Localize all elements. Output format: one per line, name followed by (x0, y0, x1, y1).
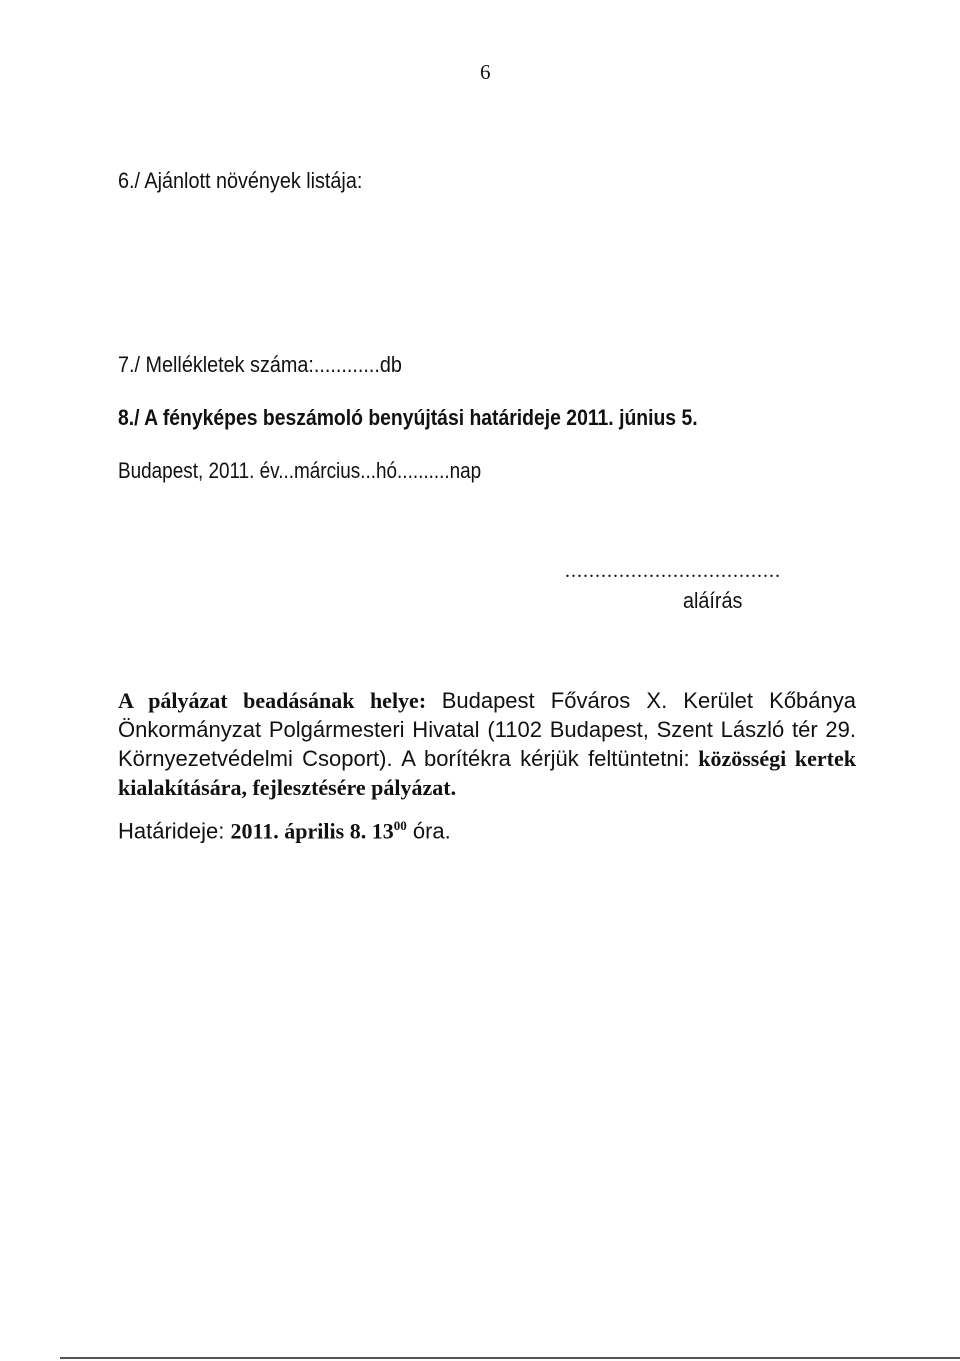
recommended-plants-heading: 6./ Ajánlott növények listája: (118, 168, 363, 193)
submission-paragraph (118, 686, 856, 802)
submission-deadline (118, 818, 451, 844)
submission-place: Budapest Főváros X. Kerület Kőbánya Önkormányzat Polgármesteri Hivatal (1102 Budapest, Szent László tér 29. Környezetvédelmi Csoport). (118, 688, 856, 771)
date-line: Budapest, 2011. év...március...hó..........nap (118, 458, 482, 483)
deadline-date: 2011. április 8. 13 (230, 818, 394, 844)
attachments-count-line: 7./ Mellékletek száma:............db (118, 352, 402, 377)
deadline-minutes: 00 (393, 818, 407, 833)
envelope-text: közösségi kertek kialakítására, fejlesztésére pályázat. (118, 746, 857, 800)
photo-report-deadline: 8./ A fényképes beszámoló benyújtási határideje 2011. június 5. (118, 405, 698, 430)
signature-label: aláírás (683, 588, 743, 613)
deadline-unit: óra. (412, 818, 451, 844)
page-number: 6 (480, 60, 491, 84)
envelope-instruction: A borítékra kérjük feltüntetni: (401, 746, 690, 771)
signature-line: .................................... (565, 560, 781, 582)
bottom-rule (60, 1357, 960, 1359)
deadline-label: Határideje: (118, 818, 225, 844)
submission-label: A pályázat beadásának helye: (118, 688, 427, 713)
